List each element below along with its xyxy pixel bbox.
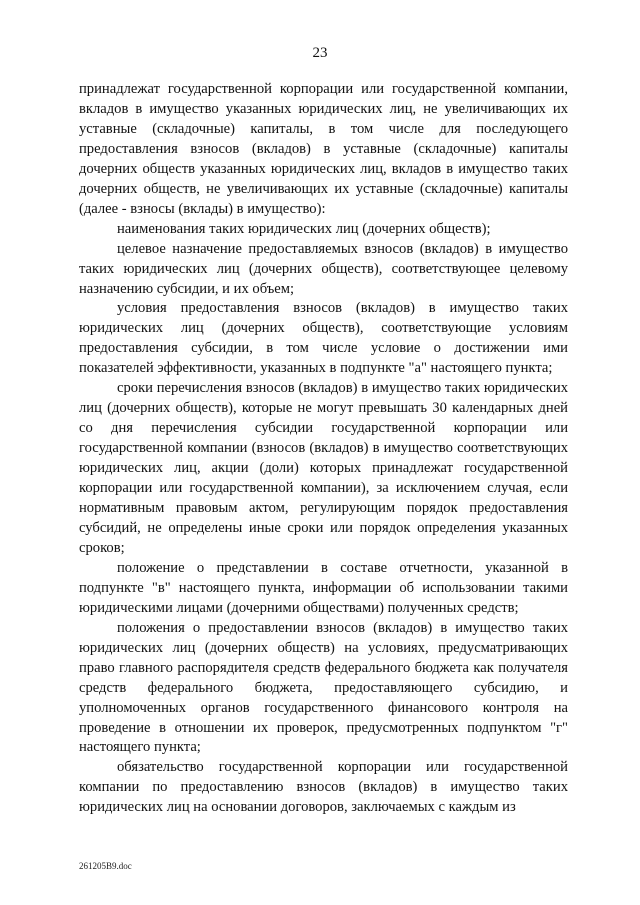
paragraph-conditions: условия предоставления взносов (вкладов) в имущество таких юридических лиц (дочерних обществ), соответствующие условиям предоставления субсидии, в том числе условие о достижении ими показателей эффективности, указанных в подпункте "а" настоящего пункта; bbox=[79, 300, 568, 377]
paragraph-deadlines: сроки перечисления взносов (вкладов) в имущество таких юридических лиц (дочерних обществ), которые не могут превышать 30 календарных дней со дня перечисления субсидии государственной корпорации или государственной компании (взносов (вкладов) в имущество соответствующих юридических лиц, акции (доли) которых принадлежат государственной корпорации или государственной компании), за исключением случая, если нормативным правовым актом, регулирующим порядок предоставления субсидий, не определены иные сроки или порядок определения указанных сроков; bbox=[79, 380, 568, 556]
paragraph-reporting: положение о представлении в составе отчетности, указанной в подпункте "в" настоящего пункта, информации об использовании такими юридическими лицами (дочерними обществами) полученных средств; bbox=[79, 559, 568, 616]
paragraph-obligation: обязательство государственной корпорации или государственной компании по предоставлению взносов (вкладов) в имущество таких юридических лиц на основании договоров, заключаемых с каждым из bbox=[79, 759, 568, 816]
document-footer-filename: 261205B9.doc bbox=[79, 861, 132, 871]
paragraph-purpose: целевое назначение предоставляемых взносов (вкладов) в имущество таких юридических лиц (дочерних обществ), соответствующее целевому назначению субсидии, и их объем; bbox=[79, 240, 568, 297]
paragraph-continuation: принадлежат государственной корпорации или государственной компании, вкладов в имущество указанных юридических лиц, не увеличивающих их уставные (складочные) капиталы, в том числе для последующего предоставления взносов (вкладов) в уставные (складочные) капиталы дочерних обществ указанных юридических лиц, вкладов в имущество таких дочерних обществ, не увеличивающих их уставные (складочные) капиталы (далее - взносы (вклады) в имущество): bbox=[79, 81, 568, 217]
paragraph-names: наименования таких юридических лиц (дочерних обществ); bbox=[117, 220, 491, 237]
document-body bbox=[79, 80, 568, 818]
paragraph-inspections: положения о предоставлении взносов (вкладов) в имущество таких юридических лиц (дочерних обществ) на условиях, предусматривающих право главного распорядителя средств федерального бюджета как получателя средств федерального бюджета, предоставляющего субсидию, и уполномоченных органов государственного финансового контроля на проведение в отношении их проверок, предусмотренных подпунктом "г" настоящего пункта; bbox=[79, 619, 568, 756]
page-number: 23 bbox=[312, 45, 328, 61]
